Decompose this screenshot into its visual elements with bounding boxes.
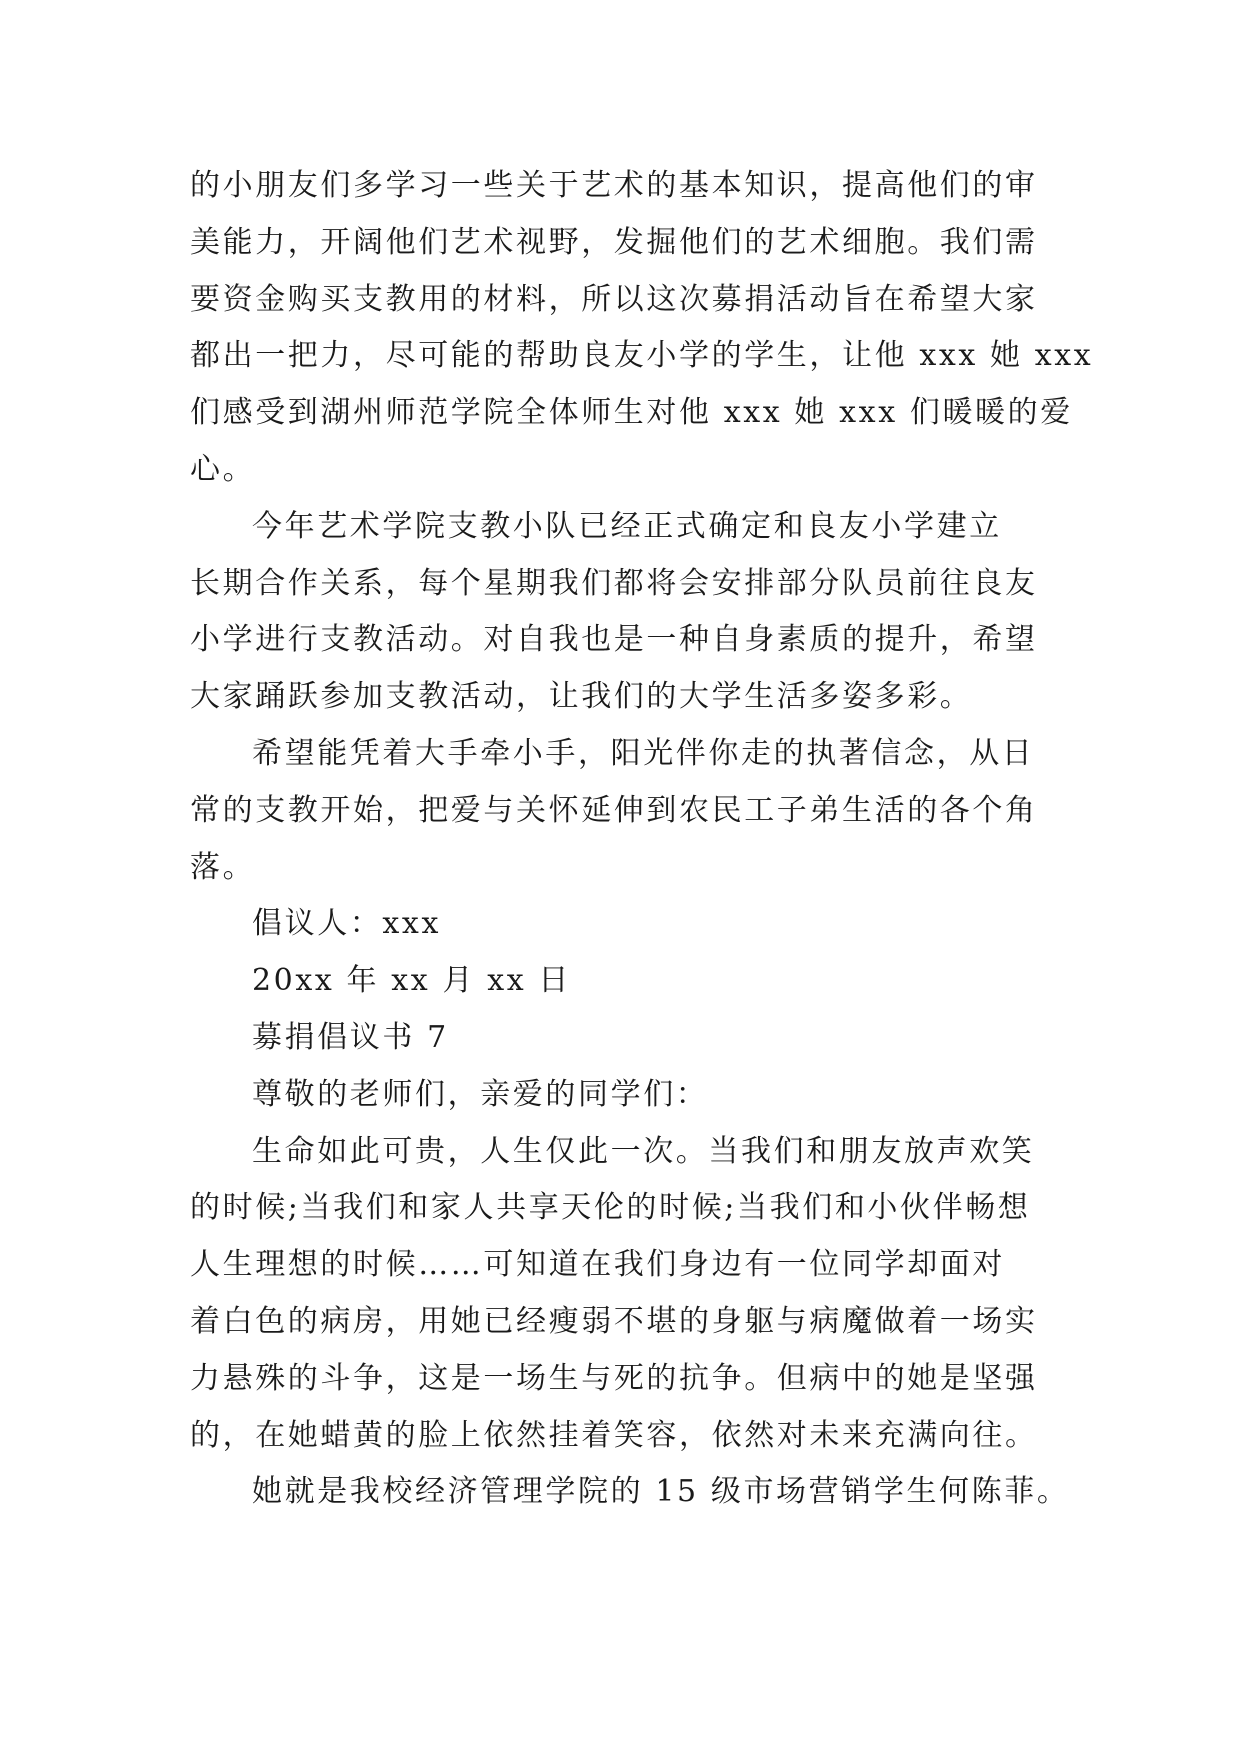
date-line: 20xx 年 xx 月 xx 日 <box>252 963 571 999</box>
document-body <box>190 158 1094 1521</box>
signer-line: 倡议人：xxx <box>252 906 441 942</box>
text-line: 心。 <box>190 451 256 487</box>
text-line: 着白色的病房，用她已经瘦弱不堪的身躯与病魔做着一场实 <box>190 1303 1038 1339</box>
text-line: 大家踊跃参加支教活动，让我们的大学生活多姿多彩。 <box>190 679 973 715</box>
text-line: 的小朋友们多学习一些关于艺术的基本知识，提高他们的审 <box>190 168 1038 203</box>
text-line: 的时候;当我们和家人共享天伦的时候;当我们和小伙伴畅想 <box>190 1190 1031 1226</box>
text-line: 都出一把力，尽可能的帮助良友小学的学生，让他 xxx 她 xxx <box>190 338 1094 374</box>
text-line: 落。 <box>190 849 256 885</box>
paragraph-start-line: 今年艺术学院支教小队已经正式确定和良友小学建立 <box>252 508 1002 544</box>
salutation-line: 尊敬的老师们，亲爱的同学们： <box>252 1076 709 1112</box>
text-line: 人生理想的时候……可知道在我们身边有一位同学却面对 <box>190 1247 1005 1283</box>
text-line: 们感受到湖州师范学院全体师生对他 xxx 她 xxx 们暖暖的爱 <box>190 395 1073 431</box>
text-line: 常的支教开始，把爱与关怀延伸到农民工子弟生活的各个角 <box>190 792 1038 828</box>
text-line: 力悬殊的斗争，这是一场生与死的抗争。但病中的她是坚强 <box>190 1360 1038 1396</box>
paragraph-start-line: 生命如此可贵，人生仅此一次。当我们和朋友放声欢笑 <box>252 1133 1035 1169</box>
section-title: 募捐倡议书 7 <box>252 1019 449 1055</box>
text-line: 的，在她蜡黄的脸上依然挂着笑容，依然对未来充满向往。 <box>190 1417 1038 1453</box>
text-line: 小学进行支教活动。对自我也是一种自身素质的提升，希望 <box>190 622 1038 658</box>
text-line: 要资金购买支教用的材料，所以这次募捐活动旨在希望大家 <box>190 281 1038 317</box>
paragraph-start-line: 希望能凭着大手牵小手，阳光伴你走的执著信念，从日 <box>252 735 1035 771</box>
text-line: 美能力，开阔他们艺术视野，发掘他们的艺术细胞。我们需 <box>190 224 1038 260</box>
text-line: 长期合作关系，每个星期我们都将会安排部分队员前往良友 <box>190 565 1038 601</box>
paragraph-start-line: 她就是我校经济管理学院的 15 级市场营销学生何陈菲。 <box>252 1474 1070 1510</box>
